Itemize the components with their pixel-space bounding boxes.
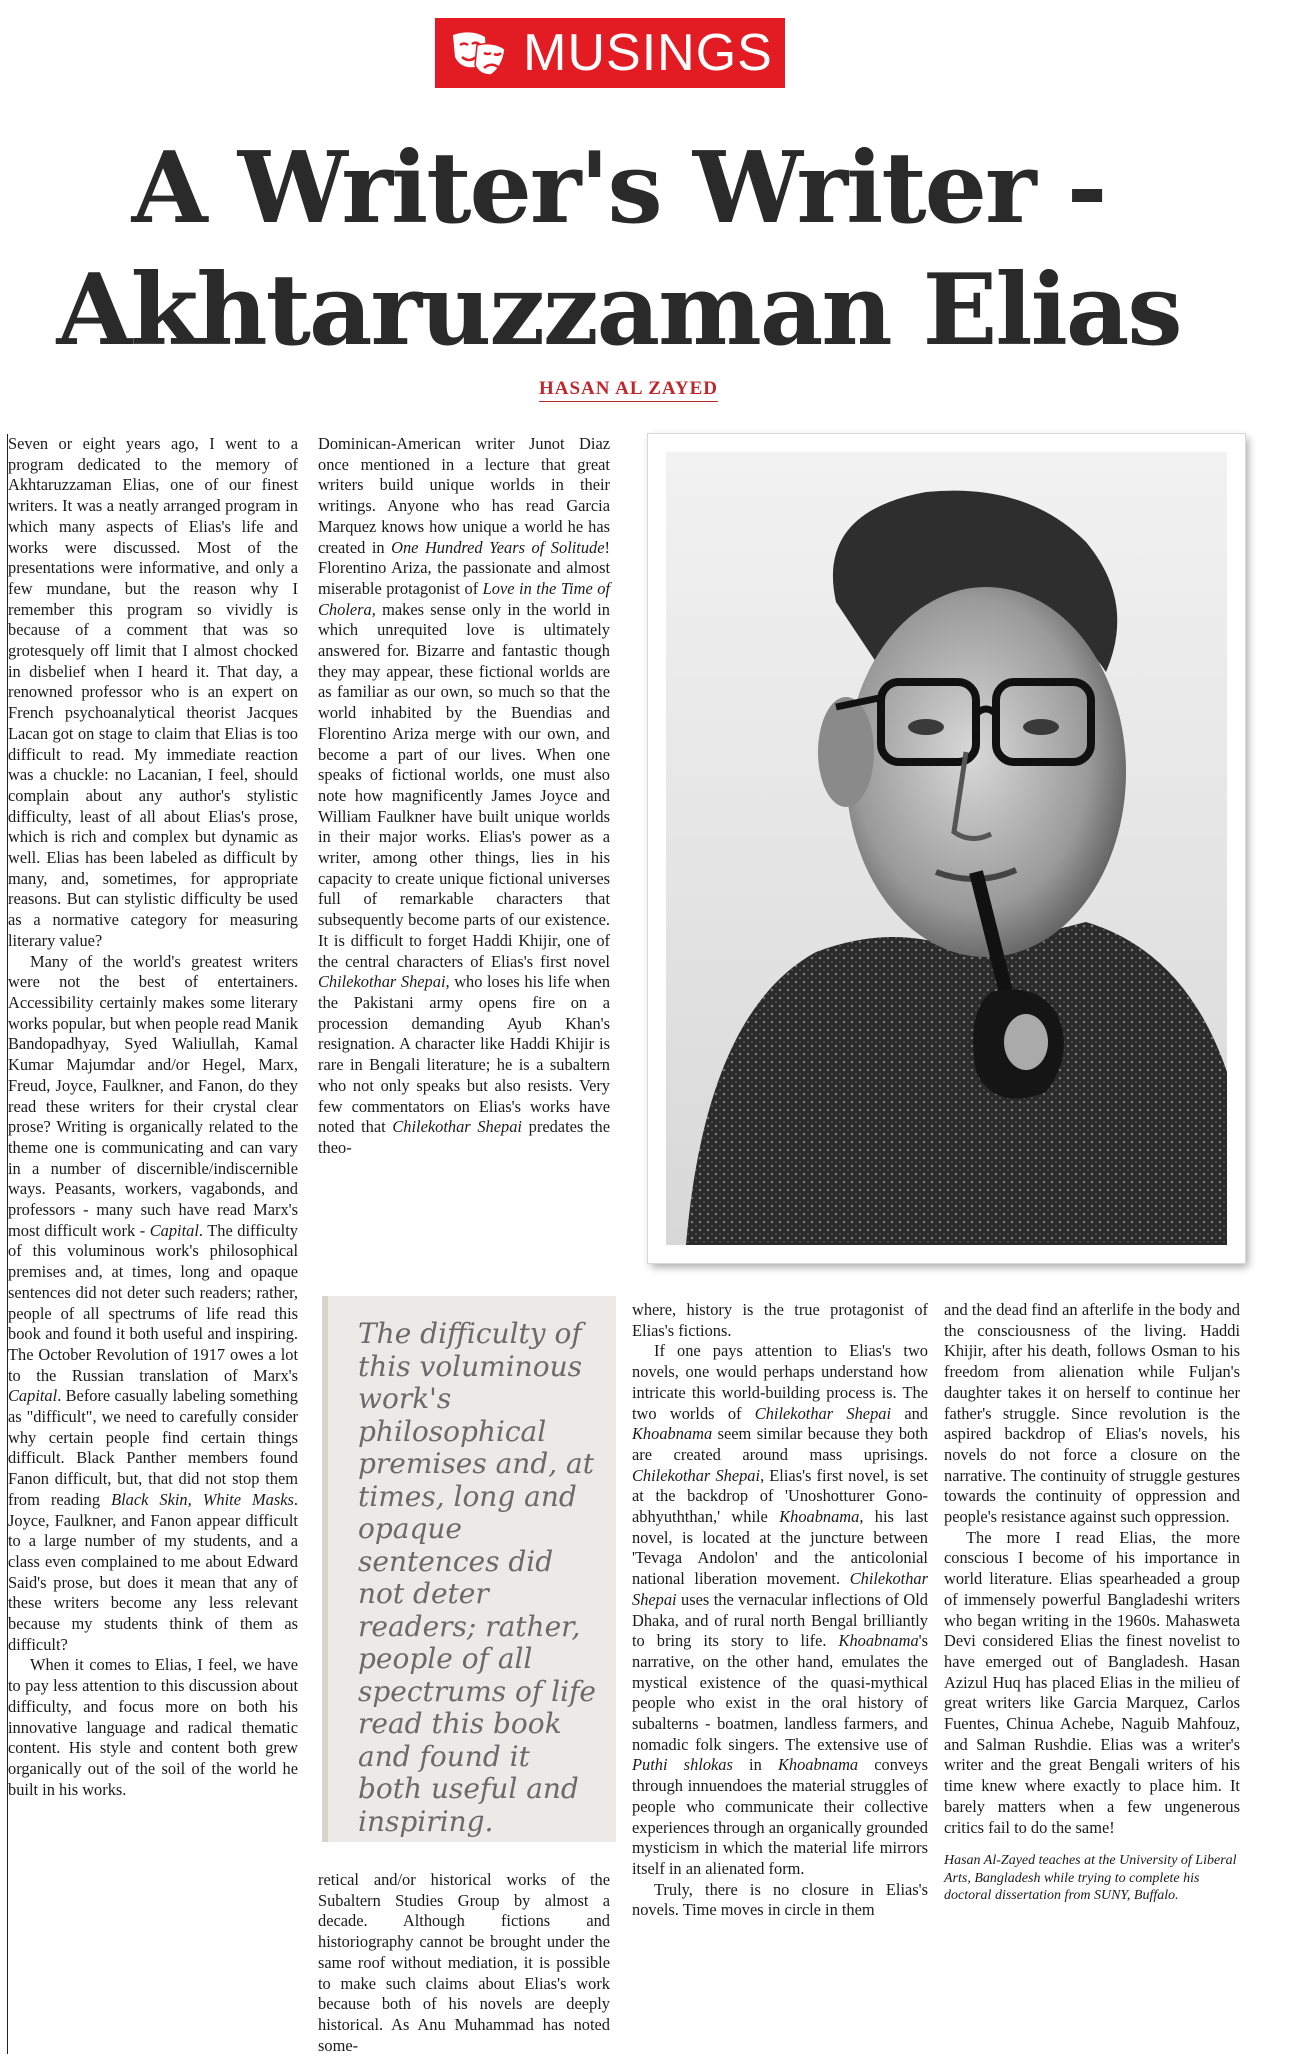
paragraph: retical and/or historical works of the Subaltern Studies Group by almost a decade. Although fictions and historiography cannot be brought under the same roof without mediation, it is possible to make such claims about Elias's work because both of his novels are deeply historical. As Anu Muhammad has noted some- bbox=[318, 1870, 610, 2055]
paragraph: where, history is the true protagonist of Elias's fictions. bbox=[632, 1300, 928, 1340]
column-4 bbox=[944, 1300, 1240, 1905]
column-3 bbox=[632, 1300, 928, 1921]
portrait-image bbox=[666, 452, 1227, 1245]
column-1 bbox=[8, 434, 298, 1800]
paragraph: Many of the world's greatest writers were not the best of entertainers. Accessibility certainly makes some literary works popular, but when people read Manik Bandopadhyay, Syed Waliullah, Kamal Kumar Majumdar and/or Hegel, Marx, Freud, Joyce, Faulkner, and Fanon, do they read these writers for their crystal clear prose? Writing is organically related to the theme one is communicating and can vary in a number of discernible/indiscernible ways. Peasants, workers, vagabonds, and professors - many such have read Marx's most difficult work - Capital. The difficulty of this voluminous work's philosophical premises and, at times, long and opaque sentences did not deter such readers; rather, people of all spectrums of life read this book and found it both useful and inspiring. The October Revolution of 1917 owes a lot to the Russian translation of Marx's Capital. Before casually labeling something as "difficult", we need to carefully consider why certain people find certain things difficult. Black Panther members found Fanon difficult, but, that did not stop them from reading Black Skin, White Masks. Joyce, Faulkner, and Fanon appear difficult to a large number of my students, and a class even complained to me about Edward Said's prose, but does it mean that any of these writers become any less relevant because my students think of them as difficult? bbox=[8, 951, 298, 1654]
byline bbox=[0, 378, 1257, 400]
author-note: Hasan Al-Zayed teaches at the University of Liberal Arts, Bangladesh while trying to complete his doctoral dissertation from SUNY, Buffalo. bbox=[944, 1853, 1237, 1904]
headline-line-2: Akhtaruzzaman Elias bbox=[56, 253, 1181, 368]
paragraph: When it comes to Elias, I feel, we have to pay less attention to this discussion about difficulty, and focus more on both his innovative language and radical thematic content. His style and content both grew organically out of the soil of the world he built in his works. bbox=[8, 1655, 298, 1799]
paragraph: Truly, there is no closure in Elias's novels. Time moves in circle in them bbox=[632, 1879, 928, 1920]
section-label: MUSINGS bbox=[523, 24, 773, 82]
paragraph: and the dead find an afterlife in the body and the consciousness of the living. Haddi Khijir, after his death, follows Osman to his freedom from alienation while Fuljan's daughter takes it on herself to continue her father's struggle. Since revolution is the aspired backdrop of Elias's novels, his novels do not force a closure on the narrative. The continuity of struggle gestures towards the continuity of oppression and people's resistance against such oppression. bbox=[944, 1300, 1240, 1527]
paragraph: Dominican-American writer Junot Diaz once mentioned in a lecture that great writers build unique worlds in their writings. Anyone who has read Garcia Marquez knows how unique a world he has created in One Hundred Years of Solitude! Florentino Ariza, the passionate and almost miserable protagonist of Love in the Time of Cholera, makes sense only in the world in which unrequited love is ultimately answered for. Bizarre and fantastic though they may appear, these fictional worlds are as familiar as our own, so much so that the world inhabited by the Buendias and Florentino Ariza merge with our own, and become a part of our lives. When one speaks of fictional worlds, one must also note how magnificently James Joyce and William Faulkner have built unique worlds in their major works. Elias's power as a writer, among other things, lies in his capacity to create unique fictional universes full of remarkable characters that subsequently become parts of our existence. It is difficult to forget Haddi Khijir, one of the central characters of Elias's first novel Chilekothar Shepai, who loses his life when the Pakistani army opens fire on a procession demanding Ayub Khan's resignation. A character like Haddi Khijir is rare in Bengali literature; he is a subaltern who not only speaks but also resists. Very few commentators on Elias's works have noted that Chilekothar Shepai predates the theo- bbox=[318, 434, 611, 1157]
pull-quote-text: The difficulty of this voluminous work's philosophical premises and, at times, long and opaque sentences did not deter readers; rather, people of all spectrums of life read this book and found it both useful and inspiring. bbox=[358, 1317, 596, 1838]
column-2-continued bbox=[318, 1870, 610, 2056]
author-name: HASAN AL ZAYED bbox=[539, 378, 718, 402]
paragraph: If one pays attention to Elias's two novels, one would perhaps understand how intricate this world-building process is. The two worlds of Chilekothar Shepai and Khoabnama seem similar because they both are created around mass uprisings. Chilekothar Shepai, Elias's first novel, is set at the backdrop of 'Unoshotturer Gono-abhyuththan,' while Khoabnama, his last novel, is located at the juncture between 'Tevaga Andolon' and the anticolonial national liberation movement. Chilekothar Shepai uses the vernacular inflections of Old Dhaka, and of rural north Bengal brilliantly to bring its story to life. Khoabnama's narrative, on the other hand, emulates the mystical existence of the quasi-mythical people who exist in the oral history of subalterns - boatmen, landless farmers, and nomadic folk singers. The extensive use of Puthi shlokas in Khoabnama conveys through innuendoes the material struggles of people who communicate their collective experiences through an organically grounded mysticism in which the material life mirrors itself in an alienated form. bbox=[632, 1341, 929, 1878]
paragraph: Seven or eight years ago, I went to a program dedicated to the memory of Akhtaruzzaman Elias, one of our finest writers. It was a neatly arranged program in which many aspects of Elias's life and works were discussed. Most of the presentations were informative, and only a few mundane, but the reason why I remember this program so vividly is because of a comment that was so grotesquely off limit that I almost chocked in disbelief when I heard it. That day, a renowned professor who is an expert on French psychoanalytical theorist Jacques Lacan got on stage to claim that Elias is too difficult to read. My immediate reaction was a chuckle: no Lacanian, I feel, should complain about any author's stylistic difficulty, least of all about Elias's prose, which is rich and complex but dynamic as well. Elias has been labeled as difficult by many, and, sometimes, for appropriate reasons. But can stylistic difficulty be used as a normative category for measuring literary value? bbox=[8, 434, 298, 950]
theatre-mask-icon bbox=[447, 27, 509, 79]
headline-line-1: A Writer's Writer - bbox=[131, 131, 1106, 246]
author-photo bbox=[648, 434, 1245, 1263]
section-tag bbox=[435, 18, 785, 88]
paragraph: The more I read Elias, the more conscious I become of his importance in world literature. Elias spearheaded a group of immensely powerful Bangladeshi writers who began writing in the 1960s. Mahasweta Devi considered Elias the finest novelist to have emerged out of Bangladesh. Hasan Azizul Huq has placed Elias in the milieu of great writers like Garcia Marquez, Carlos Fuentes, Chinua Achebe, Naguib Mahfouz, and Salman Rushdie. Elias was a writer's writer and the great Bengali writers of his time knew where exactly to place him. It barely matters when a few ungenerous critics fail to do the same! bbox=[944, 1527, 1240, 1837]
column-2 bbox=[318, 434, 610, 1159]
pull-quote bbox=[322, 1296, 616, 1842]
